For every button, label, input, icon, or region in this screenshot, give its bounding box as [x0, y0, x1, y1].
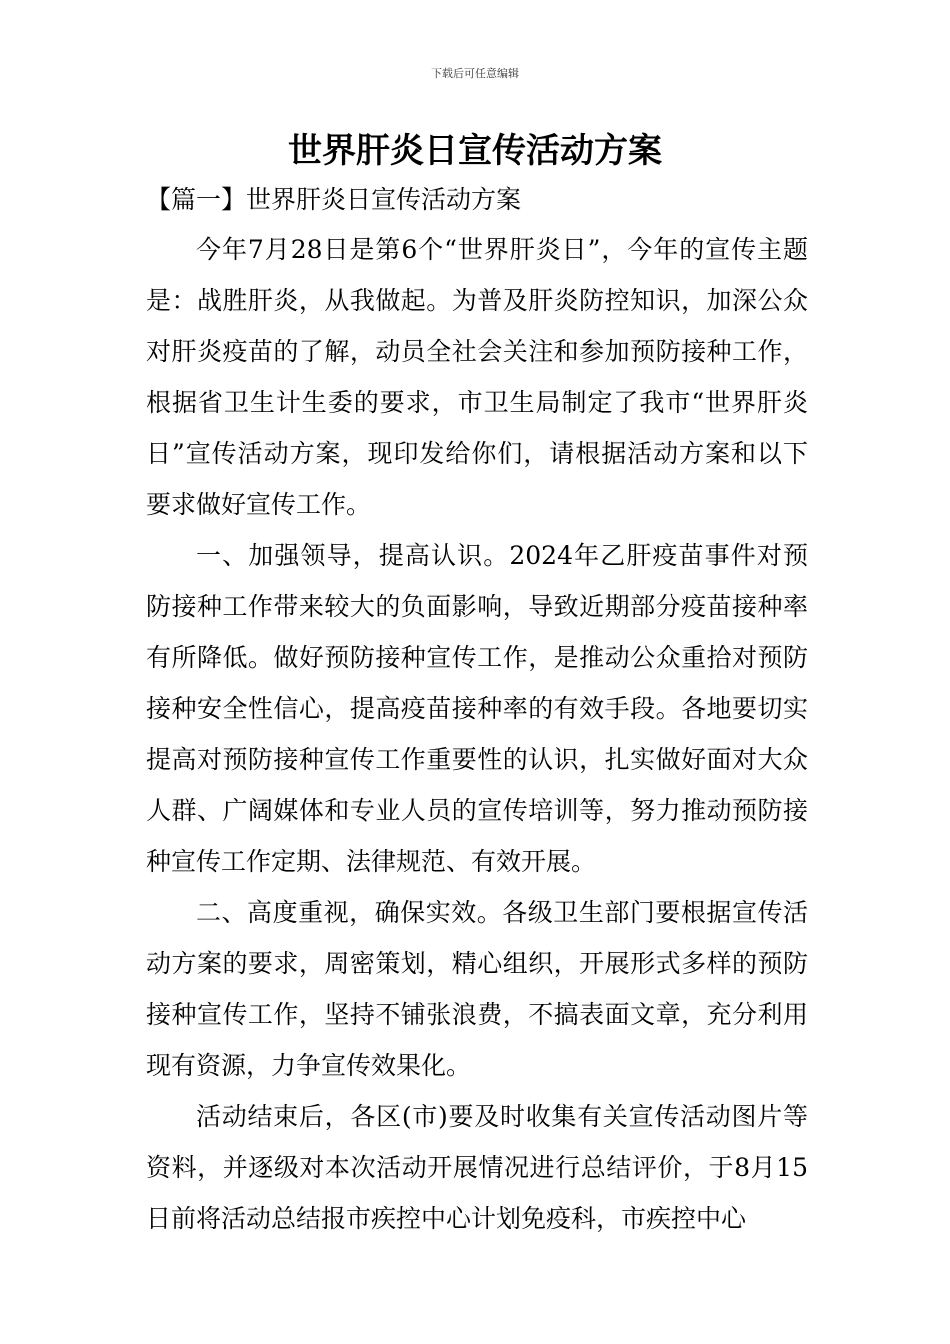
- document-body: [146, 224, 808, 1244]
- section-heading: 【篇一】世界肝炎日宣传活动方案: [146, 185, 522, 214]
- document-title: 世界肝炎日宣传活动方案: [288, 131, 662, 171]
- paragraph-leadership: 一、加强领导，提高认识。2024年乙肝疫苗事件对预防接种工作带来较大的负面影响，导致近期部分疫苗接种率有所降低。做好预防接种宣传工作，是推动公众重拾对预防接种安全性信心，提高疫苗接种率的有效手段。各地要切实提高对预防接种宣传工作重要性的认识，扎实做好面对大众人群、广阔媒体和专业人员的宣传培训等，努力推动预防接种宣传工作定期、法律规范、有效开展。: [146, 541, 808, 876]
- paragraph-intro: 今年7月28日是第6个“世界肝炎日”，今年的宣传主题是：战胜肝炎，从我做起。为普及肝炎防控知识，加深公众对肝炎疫苗的了解，动员全社会关注和参加预防接种工作，根据省卫生计生委的要求，市卫生局制定了我市“世界肝炎日”宣传活动方案，现印发给你们，请根据活动方案和以下要求做好宣传工作。: [146, 235, 808, 519]
- paragraph-effectiveness: 二、高度重视，确保实效。各级卫生部门要根据宣传活动方案的要求，周密策划，精心组织，开展形式多样的预防接种宣传工作，坚持不铺张浪费，不搞表面文章，充分利用现有资源，力争宣传效果化。: [146, 898, 808, 1080]
- paragraph-summary: 活动结束后，各区(市)要及时收集有关宣传活动图片等资料，并逐级对本次活动开展情况进行总结评价，于8月15日前将活动总结报市疾控中心计划免疫科，市疾控中心: [146, 1102, 808, 1233]
- header-note: 下载后可任意编辑: [431, 67, 519, 80]
